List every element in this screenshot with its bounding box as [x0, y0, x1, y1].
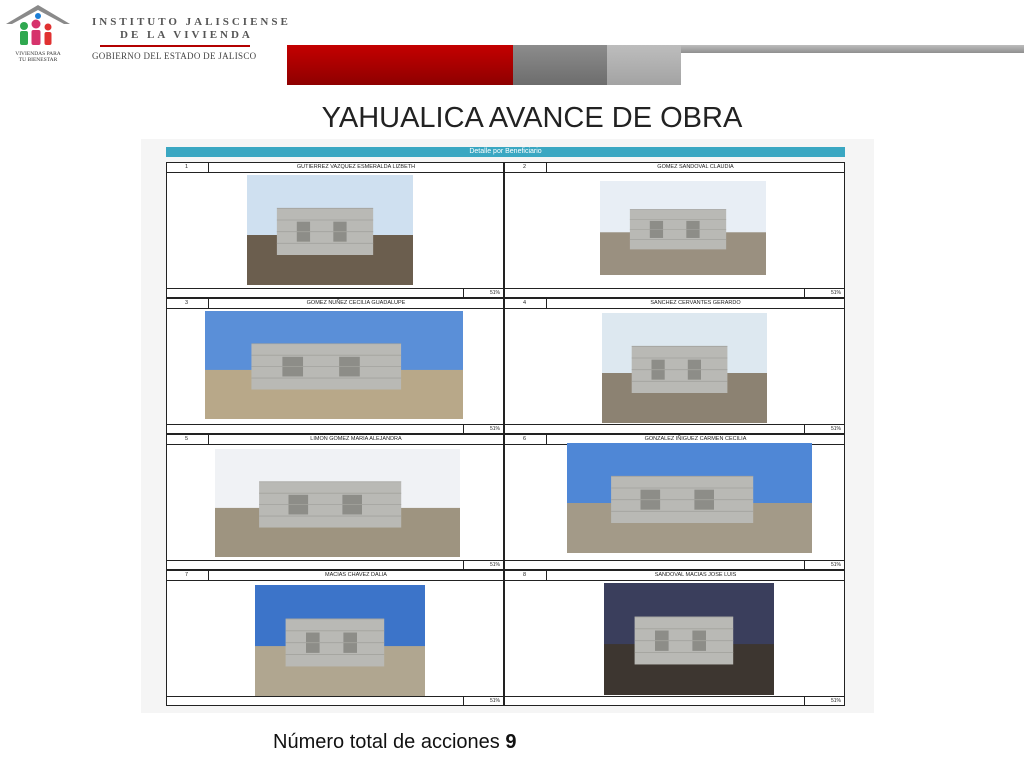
beneficiary-name: LIMON GOMEZ MARIA ALEJANDRA [310, 436, 402, 442]
beneficiary-header [167, 571, 503, 581]
beneficiary-header [167, 299, 503, 309]
beneficiary-name: GONZALEZ IÑIGUEZ CARMEN CECILIA [644, 436, 747, 442]
beneficiary-card [504, 298, 845, 434]
beneficiary-card [166, 434, 504, 570]
progress-percent: 51% [804, 561, 844, 569]
progress-percent: 51% [463, 425, 503, 433]
beneficiary-name: GUTIERREZ VAZQUEZ ESMERALDA LIZBETH [296, 164, 416, 170]
header-bar-red [287, 45, 513, 85]
construction-photo [255, 585, 425, 697]
beneficiary-number: 3 [167, 299, 209, 308]
beneficiary-card [504, 570, 845, 706]
construction-photo [205, 311, 463, 419]
beneficiary-footer [505, 288, 844, 297]
beneficiary-sheet [141, 139, 874, 713]
construction-photo [604, 583, 774, 695]
beneficiary-card [166, 162, 504, 298]
beneficiary-name: SANCHEZ CERVANTES GERARDO [650, 300, 741, 306]
beneficiary-number: 4 [505, 299, 547, 308]
header-bar-gray-light [607, 45, 681, 85]
beneficiary-card [504, 434, 845, 570]
beneficiary-name: GOMEZ SANDOVAL CLAUDIA [657, 164, 734, 170]
progress-percent: 51% [463, 289, 503, 297]
beneficiary-footer [505, 424, 844, 433]
beneficiary-number: 5 [167, 435, 209, 444]
beneficiary-header [167, 163, 503, 173]
logo-caption: VIVIENDAS PARA TU BIENESTAR [15, 51, 61, 63]
progress-percent: 51% [804, 289, 844, 297]
institute-name: INSTITUTO JALISCIENSE DE LA VIVIENDA GOBIERNO DEL ESTADO DE JALISCO [92, 16, 291, 61]
beneficiary-card [166, 298, 504, 434]
beneficiary-footer [167, 288, 503, 297]
progress-percent: 51% [804, 425, 844, 433]
header-bar-line [681, 45, 1024, 53]
institute-divider [100, 45, 250, 47]
beneficiary-number: 7 [167, 571, 209, 580]
total-label: Número total de acciones [273, 731, 500, 753]
construction-photo [602, 313, 767, 423]
progress-percent: 51% [463, 561, 503, 569]
total-actions [273, 731, 516, 754]
page-title: YAHUALICA AVANCE DE OBRA [321, 102, 743, 134]
beneficiary-number: 1 [167, 163, 209, 172]
beneficiary-grid [166, 162, 845, 706]
beneficiary-number: 6 [505, 435, 547, 444]
beneficiary-footer [505, 560, 844, 569]
beneficiary-header [167, 435, 503, 445]
beneficiary-header [505, 163, 844, 173]
beneficiary-name: MACIAS CHAVEZ DALIA [325, 572, 387, 578]
total-value: 9 [505, 731, 517, 753]
construction-photo [215, 449, 460, 557]
beneficiary-name: SANDOVAL MACIAS JOSE LUIS [654, 572, 737, 578]
progress-percent: 51% [804, 697, 844, 705]
beneficiary-number: 2 [505, 163, 547, 172]
beneficiary-header [505, 571, 844, 581]
sheet-header: Detalle por Beneficiario [166, 147, 845, 157]
beneficiary-footer [167, 696, 503, 705]
beneficiary-footer [167, 424, 503, 433]
header-bar-gray-dark [513, 45, 607, 85]
beneficiary-name: GOMEZ NUÑEZ CECILIA GUADALUPE [306, 300, 406, 306]
progress-percent: 51% [463, 697, 503, 705]
beneficiary-card [504, 162, 845, 298]
construction-photo [567, 443, 812, 553]
beneficiary-footer [505, 696, 844, 705]
construction-photo [247, 175, 413, 285]
beneficiary-number: 8 [505, 571, 547, 580]
beneficiary-header [505, 299, 844, 309]
construction-photo [600, 181, 766, 275]
beneficiary-footer [167, 560, 503, 569]
beneficiary-card [166, 570, 504, 706]
